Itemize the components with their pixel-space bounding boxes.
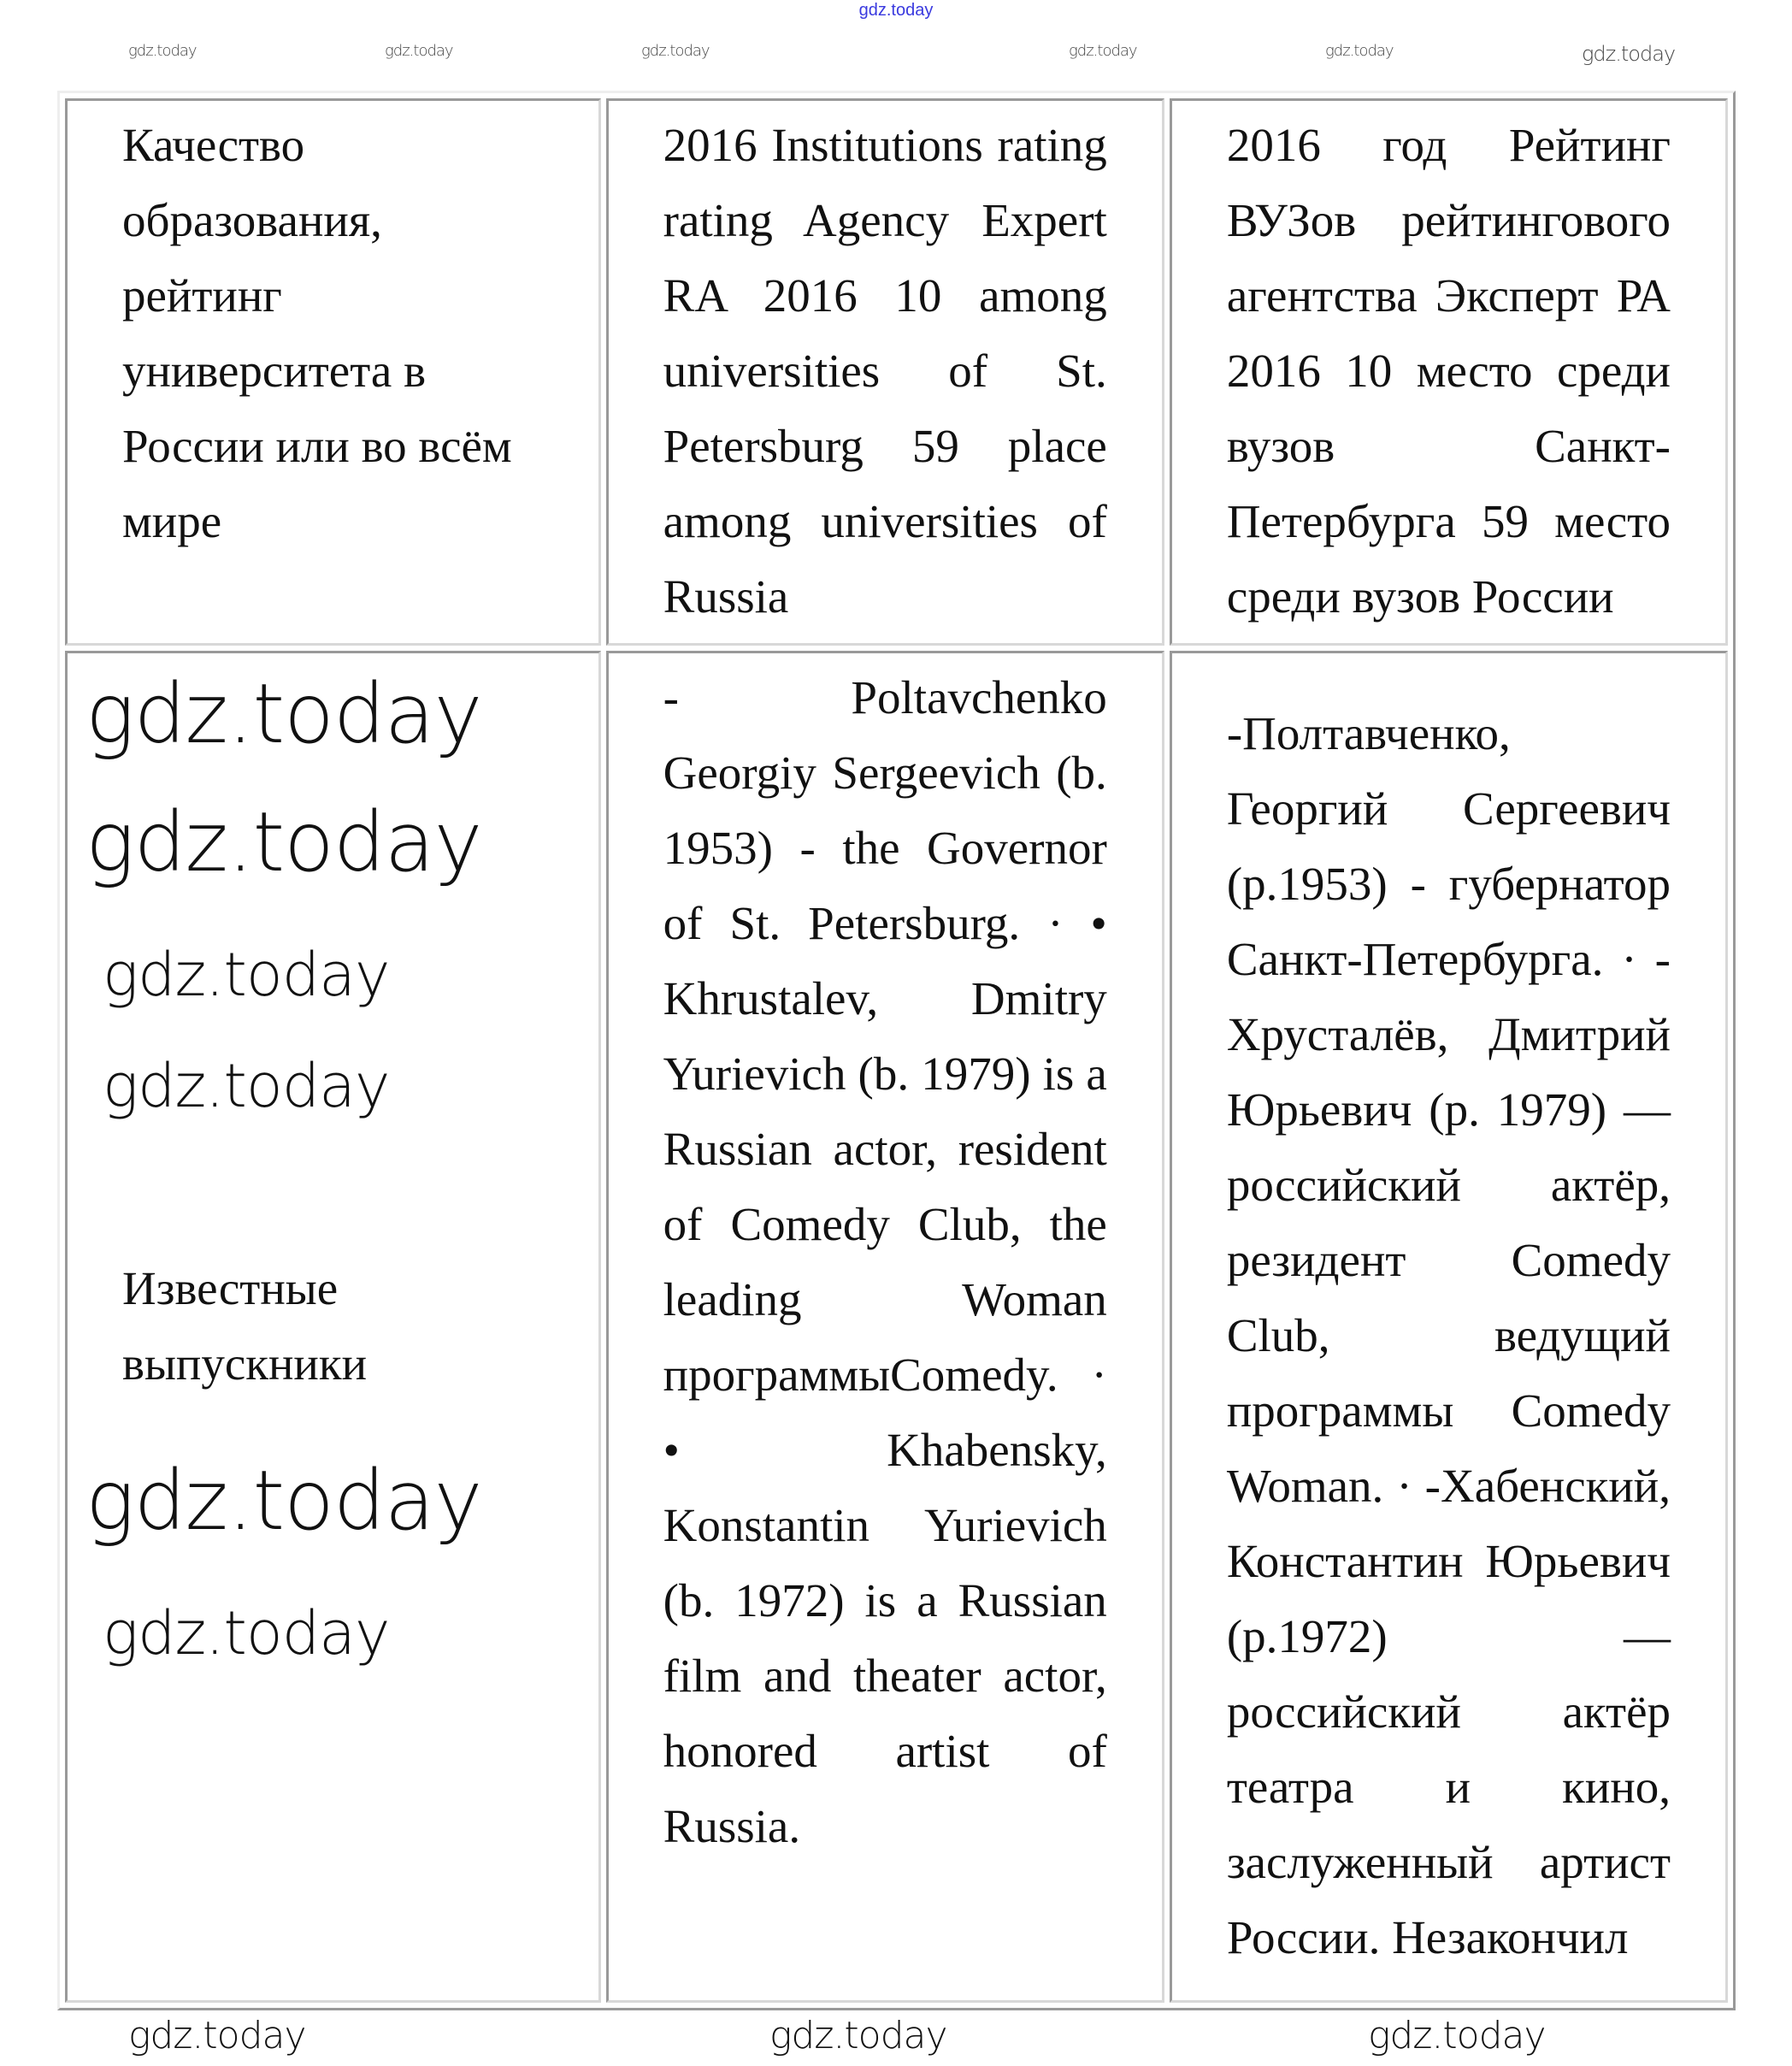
watermark: gdz.today: [385, 42, 453, 60]
watermark: gdz.today: [85, 1453, 482, 1549]
row-label-cell: Известные выпускники: [65, 651, 601, 2003]
russian-cell: 2016 год Рейтинг ВУЗов рейтингового агентства Эксперт РА 2016 10 место среди вузов Санкт-Петербурга 59 место среди вузов России: [1170, 98, 1728, 646]
english-cell: - Poltavchenko Georgiy Sergeevich (b. 1953) - the Governor of St. Petersburg. · • Khrustalev, Dmitry Yurievich (b. 1979) is a Russian actor, resident of Comedy Club, the leading Woman программыComedy. · • Khabensky, Konstantin Yurievich (b. 1972) is a Russian film and theater actor, honored artist of Russia.: [606, 651, 1164, 2003]
watermark: gdz.today: [85, 666, 482, 762]
watermark: gdz.today: [1325, 42, 1394, 60]
watermark: gdz.today: [103, 1051, 390, 1121]
watermark: gdz.today: [1368, 2014, 1546, 2057]
english-cell: 2016 Institutions rating rating Agency Expert RA 2016 10 among universities of St. Petersburg 59 place among universities of Russia: [606, 98, 1164, 646]
watermark: gdz.today: [1582, 42, 1676, 66]
watermark: gdz.today: [85, 794, 482, 890]
watermark: gdz.today: [128, 2014, 306, 2057]
russian-cell: -Полтавченко, Георгий Сергеевич (р.1953) - губернатор Санкт-Петербурга. · - Хрусталёв, Дмитрий Юрьевич (р. 1979) — российский актёр, резидент Comedy Club, ведущий программы Comedy Woman. · -Хабенский, Константин Юрьевич (р.1972) — российский актёр театра и кино, заслуженный артист России. Незакончил: [1170, 651, 1728, 2003]
watermark: gdz.today: [641, 42, 710, 60]
watermark: gdz.today: [128, 42, 197, 60]
header-watermark: gdz.today: [858, 1, 934, 20]
row-label-cell: Качество образования, рейтинг университета в России или во всём мире: [65, 98, 601, 646]
table-row: [65, 98, 1728, 646]
watermark: gdz.today: [103, 940, 390, 1010]
watermark: gdz.today: [1069, 42, 1137, 60]
watermark: gdz.today: [769, 2014, 947, 2057]
watermark: gdz.today: [103, 1598, 390, 1668]
